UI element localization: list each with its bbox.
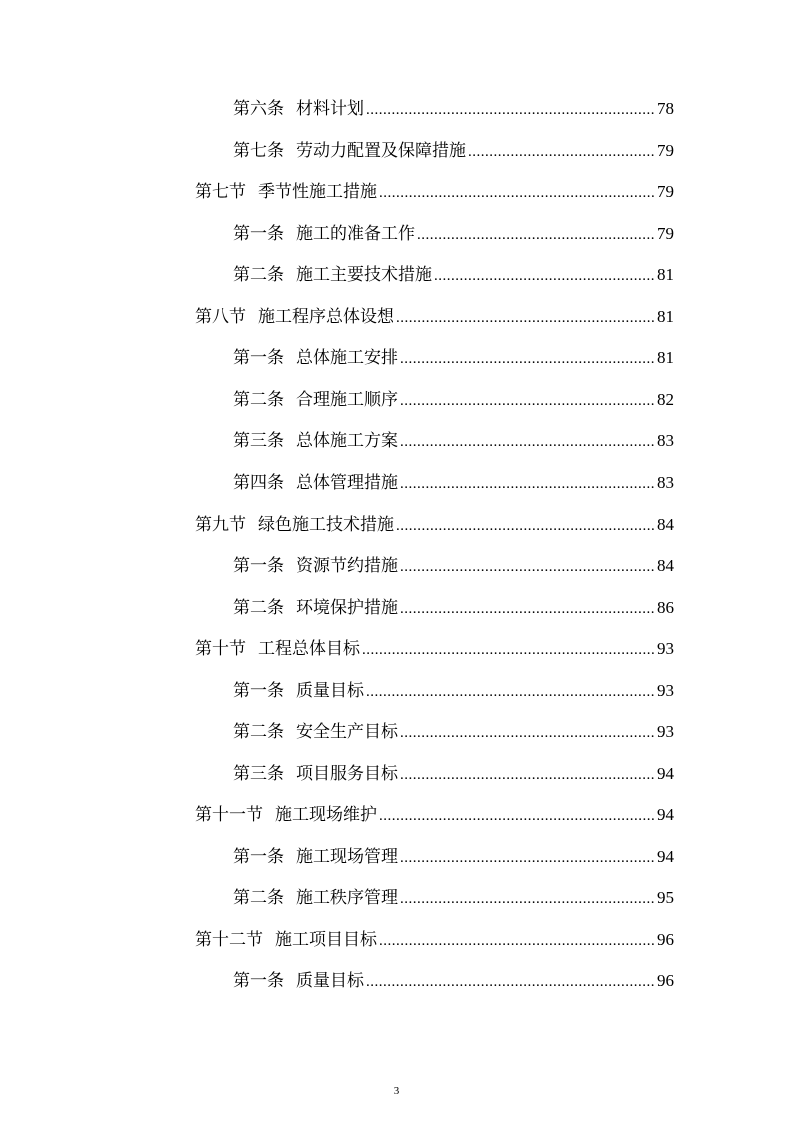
toc-entry[interactable] (195, 638, 674, 661)
toc-entry-page: 94 (657, 805, 674, 824)
dot-leader (366, 99, 655, 121)
toc-entry[interactable] (233, 223, 674, 246)
dot-leader (400, 888, 655, 910)
toc-entry[interactable] (233, 264, 674, 287)
toc-entry-page: 81 (657, 307, 674, 326)
dot-leader (400, 556, 655, 578)
toc-entry-label: 第二条 (233, 722, 284, 742)
dot-leader (434, 265, 655, 287)
toc-entry-page: 94 (657, 847, 674, 866)
toc-entry-page: 93 (657, 639, 674, 658)
toc-entry[interactable] (195, 929, 674, 952)
toc-entry-title: 质量目标 (296, 971, 364, 991)
toc-entry[interactable] (195, 181, 674, 204)
dot-leader (468, 141, 655, 163)
toc-entry-title: 施工程序总体设想 (258, 307, 394, 327)
toc-entry-page: 96 (657, 930, 674, 949)
toc-entry-title: 劳动力配置及保障措施 (296, 141, 466, 161)
toc-entry-title: 项目服务目标 (296, 764, 398, 784)
toc-entry-label: 第一条 (233, 556, 284, 576)
toc-entry-label: 第七条 (233, 141, 284, 161)
toc-entry-label: 第三条 (233, 764, 284, 784)
toc-entry-label: 第十一节 (195, 805, 263, 825)
toc-entry-label: 第一条 (233, 348, 284, 368)
dot-leader (400, 348, 655, 370)
toc-entry[interactable] (233, 763, 674, 786)
toc-entry[interactable] (195, 804, 674, 827)
toc-entry-title: 施工项目目标 (275, 930, 377, 950)
toc-entry-title: 质量目标 (296, 681, 364, 701)
toc-entry-label: 第三条 (233, 431, 284, 451)
toc-entry-label: 第一条 (233, 224, 284, 244)
toc-entry-title: 季节性施工措施 (258, 182, 377, 202)
dot-leader (400, 473, 655, 495)
dot-leader (379, 805, 655, 827)
toc-entry-title: 总体施工安排 (296, 348, 398, 368)
dot-leader (366, 681, 655, 703)
toc-entry-label: 第二条 (233, 888, 284, 908)
toc-entry-page: 94 (657, 764, 674, 783)
toc-entry-page: 81 (657, 265, 674, 284)
toc-entry[interactable] (233, 430, 674, 453)
toc-entry-title: 环境保护措施 (296, 598, 398, 618)
toc-entry-page: 82 (657, 390, 674, 409)
toc-entry-label: 第二条 (233, 390, 284, 410)
toc-entry-label: 第四条 (233, 473, 284, 493)
toc-entry[interactable] (233, 472, 674, 495)
toc-entry-page: 93 (657, 722, 674, 741)
toc-entry-label: 第一条 (233, 847, 284, 867)
dot-leader (400, 722, 655, 744)
dot-leader (366, 971, 655, 993)
dot-leader (396, 307, 655, 329)
dot-leader (362, 639, 655, 661)
toc-entry[interactable] (233, 140, 674, 163)
dot-leader (400, 431, 655, 453)
dot-leader (396, 515, 655, 537)
toc-entry-title: 安全生产目标 (296, 722, 398, 742)
toc-entry[interactable] (233, 555, 674, 578)
toc-entry[interactable] (233, 887, 674, 910)
toc-entry[interactable] (195, 306, 674, 329)
toc-entry-title: 材料计划 (296, 99, 364, 119)
toc-entry[interactable] (233, 680, 674, 703)
toc-entry-title: 合理施工顺序 (296, 390, 398, 410)
toc-entry-label: 第六条 (233, 99, 284, 119)
toc-entry[interactable] (233, 347, 674, 370)
toc-entry-page: 84 (657, 515, 674, 534)
toc-entry[interactable] (233, 98, 674, 121)
toc-entry-label: 第七节 (195, 182, 246, 202)
toc-entry-title: 施工主要技术措施 (296, 265, 432, 285)
toc-entry-label: 第十节 (195, 639, 246, 659)
toc-entry-page: 96 (657, 971, 674, 990)
toc-entry-page: 83 (657, 473, 674, 492)
toc-entry[interactable] (195, 514, 674, 537)
toc-entry[interactable] (233, 970, 674, 993)
toc-entry-title: 总体施工方案 (296, 431, 398, 451)
toc-entry-label: 第十二节 (195, 930, 263, 950)
toc-entry[interactable] (233, 597, 674, 620)
toc-entry[interactable] (233, 389, 674, 412)
toc-entry-title: 绿色施工技术措施 (258, 515, 394, 535)
toc-entry[interactable] (233, 846, 674, 869)
toc-entry-label: 第一条 (233, 681, 284, 701)
dot-leader (379, 182, 655, 204)
dot-leader (379, 930, 655, 952)
toc-entry-title: 工程总体目标 (258, 639, 360, 659)
toc-entry-page: 81 (657, 348, 674, 367)
toc-entry-title: 施工的准备工作 (296, 224, 415, 244)
toc-entry-label: 第二条 (233, 598, 284, 618)
toc-entry-label: 第八节 (195, 307, 246, 327)
toc-entry-title: 施工秩序管理 (296, 888, 398, 908)
toc-entry-page: 86 (657, 598, 674, 617)
dot-leader (400, 764, 655, 786)
toc-entry-page: 79 (657, 224, 674, 243)
toc-entry-label: 第二条 (233, 265, 284, 285)
toc-entry-page: 93 (657, 681, 674, 700)
dot-leader (417, 224, 655, 246)
toc-entry-title: 资源节约措施 (296, 556, 398, 576)
toc-entry-label: 第一条 (233, 971, 284, 991)
toc-entry[interactable] (233, 721, 674, 744)
toc-entry-label: 第九节 (195, 515, 246, 535)
toc-entry-page: 79 (657, 182, 674, 201)
toc-entry-title: 施工现场维护 (275, 805, 377, 825)
toc-entry-title: 总体管理措施 (296, 473, 398, 493)
toc-entry-page: 78 (657, 99, 674, 118)
toc-entry-page: 83 (657, 431, 674, 450)
dot-leader (400, 847, 655, 869)
dot-leader (400, 390, 655, 412)
toc-entry-page: 79 (657, 141, 674, 160)
toc-entry-title: 施工现场管理 (296, 847, 398, 867)
dot-leader (400, 598, 655, 620)
toc-entry-page: 84 (657, 556, 674, 575)
page-number: 3 (393, 1085, 400, 1097)
toc-entry-page: 95 (657, 888, 674, 907)
